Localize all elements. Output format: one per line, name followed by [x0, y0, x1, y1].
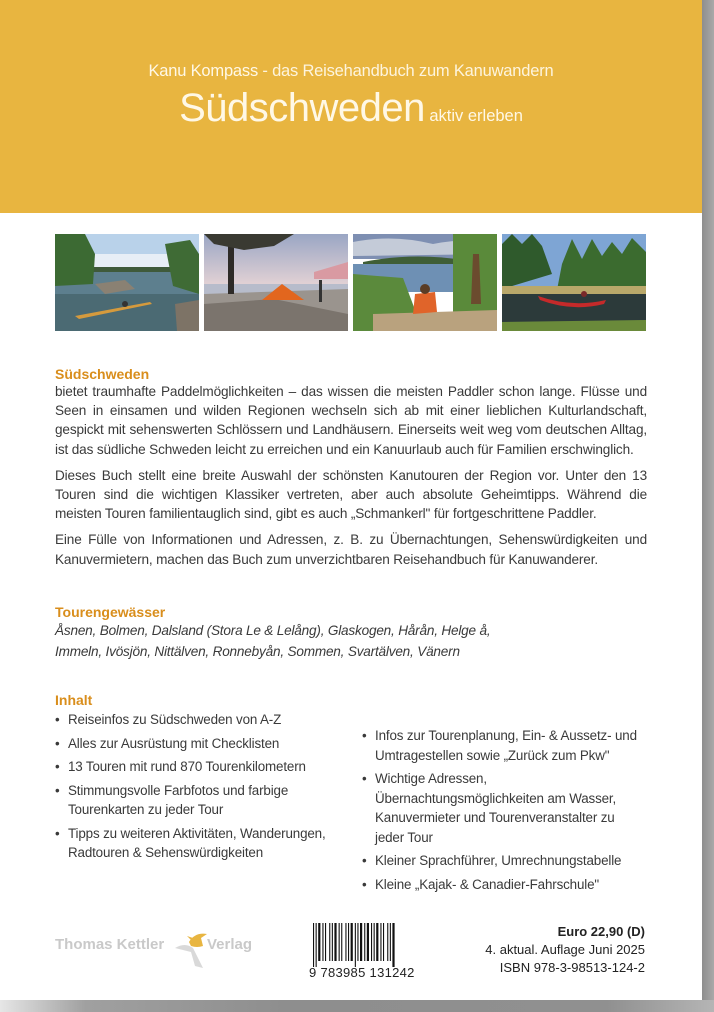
list-item: • Infos zur Tourenplanung, Ein- & Aussetz- und Umtragestellen sowie „Zurück zum Pkw" — [362, 728, 637, 763]
barcode-bar — [334, 923, 336, 961]
isbn: ISBN 978-3-98513-124-2 — [499, 960, 645, 975]
publisher-verlag: Verlag — [207, 936, 253, 953]
list-item: • Kleiner Sprachführer, Umrechnungstabelle — [362, 851, 647, 871]
barcode-bar — [332, 923, 333, 961]
barcode-bar — [360, 923, 362, 961]
publisher-name: Thomas Kettler — [55, 936, 165, 953]
page-shadow-bottom — [0, 1000, 714, 1012]
intro-paragraph-1: bietet traumhafte Paddelmöglichkeiten – das wissen die meisten Paddler schon lange. Flüsse und Seen in einsamen und wilden Regionen wechseln sich ab mit einer lieblichen Kulturlandschaft, gespickt mit sehenswerten Schlössern und Landhäusern. Einerseits weit weg vom deutschen Alltag, ist das südliche Schweden leicht zu erreichen und ein Kanuurlaub auch für Familien erschwinglich. — [55, 384, 647, 457]
waters-heading: Tourengewässer — [55, 604, 166, 620]
barcode-bar — [371, 923, 372, 961]
list-item: • Stimmungsvolle Farbfotos und farbige Tourenkarten zu jeder Tour — [55, 782, 289, 817]
page-shadow-right — [702, 0, 714, 1012]
bullet-icon: • — [55, 759, 60, 774]
list-item: • Wichtige Adressen, Übernachtungsmöglichkeiten am Wasser, Kanuvermieter und Tourenveranstalter zu jeder Tour — [362, 771, 617, 845]
list-item: • Kleine „Kajak- & Canadier-Fahrschule" — [362, 875, 647, 895]
barcode-bar — [392, 923, 394, 967]
barcode-bar — [355, 923, 356, 967]
kayak-on-lake-photo — [55, 234, 199, 331]
barcode-bar — [364, 923, 365, 961]
barcode-bar — [329, 923, 330, 961]
barcode-bar — [322, 923, 323, 961]
barcode-bar — [325, 923, 326, 961]
bullet-icon: • — [55, 735, 60, 751]
barcode-bar — [387, 923, 388, 961]
contents-column-left — [55, 710, 340, 898]
bullet-icon: • — [362, 876, 367, 892]
barcode-bar — [341, 923, 342, 961]
isbn-barcode — [309, 923, 421, 983]
barcode-bar — [316, 923, 317, 967]
barcode-bar — [348, 923, 349, 961]
bullet-icon: • — [55, 712, 60, 727]
contents-section — [55, 692, 647, 898]
list-item: • Tipps zu weiteren Aktivitäten, Wanderungen, Radtouren & Sehenswürdigkeiten — [55, 825, 326, 860]
edition: 4. aktual. Auflage Juni 2025 — [485, 942, 645, 957]
intro-paragraph-2: Dieses Buch stellt eine breite Auswahl der schönsten Kanutouren der Region vor. Unter den 13 Touren sind die wichtigen Klassiker vertreten, aber auch absolute Geheimtipps. Während die meisten Touren familientauglich sind, gibt es auch „Schmankerl" für fortgeschrittene Paddler. — [55, 467, 647, 522]
hiker-overlook-photo — [353, 234, 497, 331]
cover-header-band — [0, 0, 702, 213]
series-subtitle: - das Reisehandbuch zum Kanuwandern — [258, 62, 554, 80]
bullet-icon: • — [362, 728, 367, 743]
intro-paragraph-3: Eine Fülle von Informationen und Adressen, z. B. zu Übernachtungen, Sehenswürdigkeiten und Kanuvermietern, machen das Buch zum unverzichtbaren Reisehandbuch für Kanuwanderer. — [55, 532, 647, 567]
waters-list-line-2: Immeln, Ivösjön, Nittälven, Ronnebyån, Sommen, Svartälven, Vänern — [55, 644, 460, 659]
barcode-bar — [357, 923, 358, 961]
contents-column-right — [354, 726, 647, 898]
title-line — [0, 86, 702, 131]
bullet-icon: • — [362, 853, 367, 868]
list-item: • 13 Touren mit rund 870 Tourenkilometern — [55, 757, 340, 777]
barcode-bar — [367, 923, 369, 961]
price: Euro 22,90 (D) — [557, 924, 645, 939]
barcode-bar — [380, 923, 381, 961]
waters-list-line-1: Åsnen, Bolmen, Dalsland (Stora Le & Lelång), Glaskogen, Hårån, Helge å, — [55, 623, 491, 638]
list-item: • Reiseinfos zu Südschweden von A-Z — [55, 710, 340, 730]
photo-strip — [55, 234, 647, 331]
barcode-bar — [313, 923, 314, 967]
bullet-icon: • — [55, 782, 60, 798]
red-canoe-photo — [502, 234, 646, 331]
bullet-icon: • — [55, 825, 60, 841]
intro-section — [55, 366, 647, 569]
book-title: Südschweden — [179, 86, 425, 130]
barcode-bar — [339, 923, 340, 961]
list-item: • Alles zur Ausrüstung mit Checklisten — [55, 734, 340, 754]
barcode-bar — [345, 923, 346, 961]
barcode-bar — [390, 923, 391, 961]
waters-section — [55, 604, 647, 662]
publication-info — [485, 923, 645, 977]
series-line — [0, 62, 702, 81]
tent-camp-photo — [204, 234, 348, 331]
barcode-digits: 9 783985 131242 — [309, 965, 415, 980]
contents-heading: Inhalt — [55, 692, 93, 708]
barcode-bar — [374, 923, 375, 961]
barcode-bar — [351, 923, 353, 961]
book-title-tagline: aktiv erleben — [429, 107, 523, 125]
intro-heading: Südschweden — [55, 366, 150, 382]
publisher-logo — [55, 928, 270, 968]
barcode-bars — [309, 923, 429, 967]
barcode-bar — [376, 923, 378, 961]
barcode-bar — [383, 923, 384, 961]
series-brand: Kanu Kompass — [148, 62, 258, 80]
bullet-icon: • — [362, 771, 367, 786]
barcode-bar — [318, 923, 320, 961]
